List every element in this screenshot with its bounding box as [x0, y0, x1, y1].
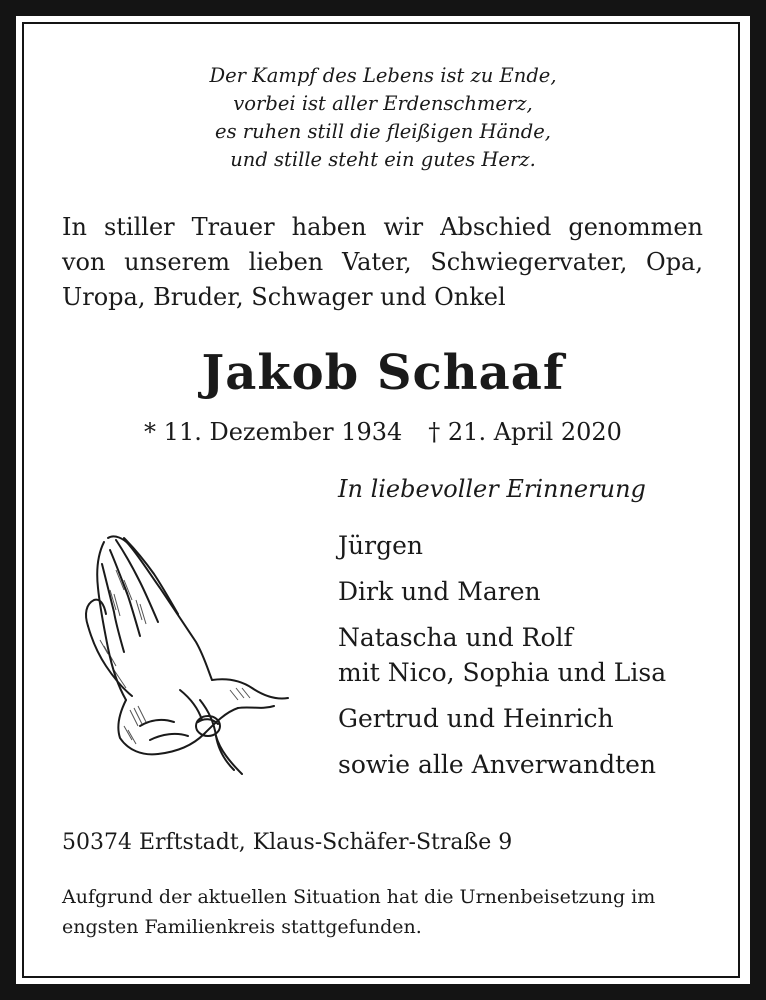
- family-list: [338, 528, 666, 782]
- family-entry: sowie alle Anverwandten: [338, 750, 657, 779]
- life-dates: [0, 418, 766, 446]
- poem-line: Der Kampf des Lebens ist zu Ende,: [209, 64, 557, 87]
- poem: [0, 62, 766, 174]
- memory-line: In liebevoller Erinnerung: [338, 475, 646, 503]
- praying-hands-icon: [80, 530, 295, 785]
- address: 50374 Erftstadt, Klaus-Schäfer-Straße 9: [62, 830, 513, 855]
- birth-date: * 11. Dezember 1934: [144, 418, 403, 446]
- intro-text: [62, 210, 703, 315]
- intro-line: Uropa, Bruder, Schwager und Onkel: [62, 283, 506, 311]
- family-entry: Gertrud und Heinrich: [338, 704, 614, 733]
- funeral-note: Aufgrund der aktuellen Situation hat die Urnenbeisetzung im engsten Familienkreis stattgefunden.: [62, 886, 656, 938]
- family-entry: Natascha und Rolf: [338, 623, 573, 652]
- intro-line: In stiller Trauer haben wir Abschied genommen: [62, 213, 703, 241]
- deceased-name: Jakob Schaaf: [201, 345, 565, 401]
- poem-line: vorbei ist aller Erdenschmerz,: [233, 92, 533, 115]
- family-entry: mit Nico, Sophia und Lisa: [338, 658, 667, 687]
- family-entry: Dirk und Maren: [338, 577, 541, 606]
- intro-line: von unserem lieben Vater, Schwiegervater, Opa,: [62, 248, 703, 276]
- family-entry: Jürgen: [338, 531, 423, 560]
- poem-line: es ruhen still die fleißigen Hände,: [215, 120, 551, 143]
- poem-line: und stille steht ein gutes Herz.: [230, 148, 536, 171]
- death-date: † 21. April 2020: [428, 418, 622, 446]
